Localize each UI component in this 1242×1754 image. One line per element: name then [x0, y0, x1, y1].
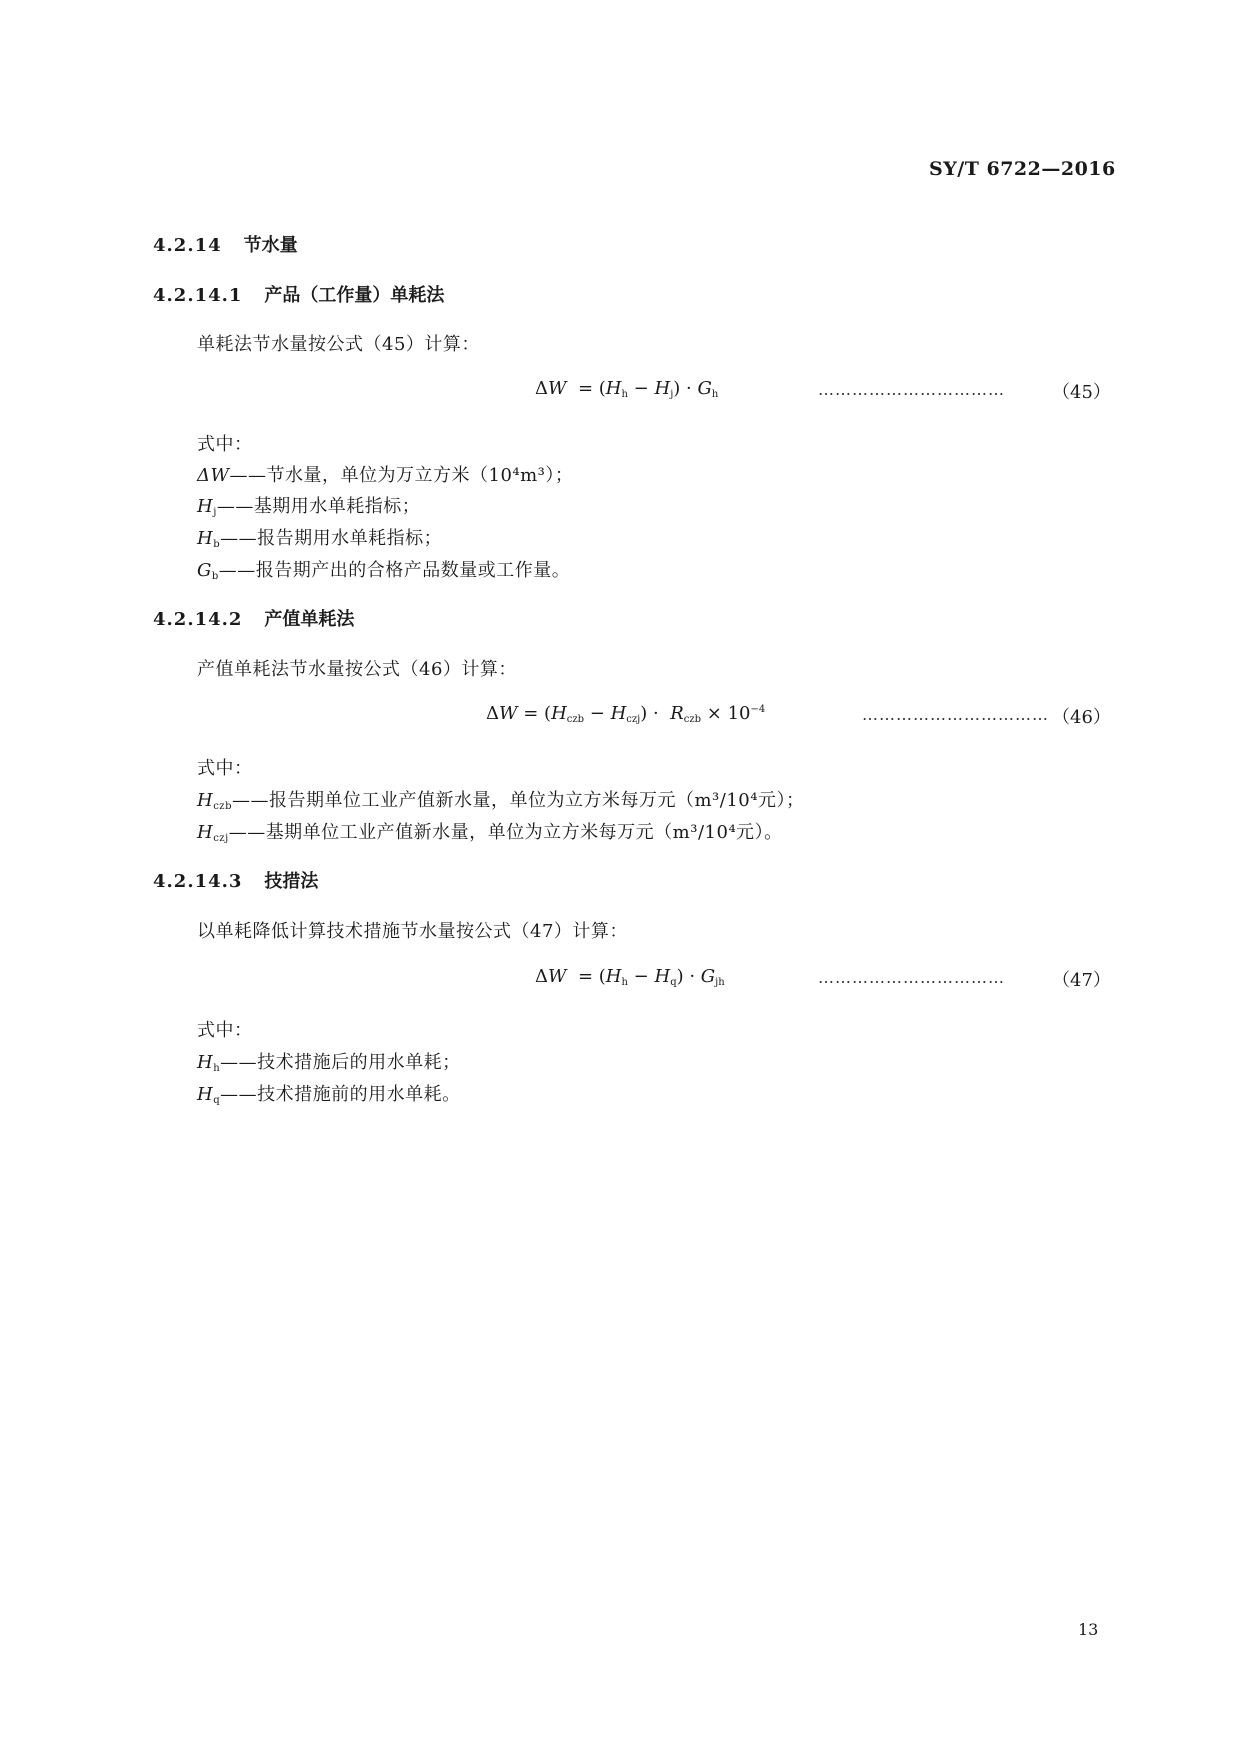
- equation-number-45: （45）: [1052, 382, 1111, 403]
- subsection-heading-1: [153, 281, 444, 307]
- where-label: 式中：: [197, 1020, 253, 1041]
- subsection-title: 产品（工作量）单耗法: [264, 285, 445, 306]
- intro-paragraph-1: 单耗法节水量按公式（45）计算：: [197, 334, 480, 355]
- variable-definition: $G_b——$报告期产出的合格产品数量或工作量。: [197, 560, 571, 582]
- variable-definition: $H_{czj}——$基期单位工业产值新水量，单位为立方米每万元（m³/10⁴元）。: [197, 822, 783, 844]
- where-label: 式中：: [197, 434, 253, 455]
- leader-dots: ……………………………: [818, 968, 1005, 987]
- variable-definition: ΔW——节水量，单位为万立方米（10⁴m³）；: [197, 465, 574, 486]
- where-label: 式中：: [197, 758, 253, 779]
- section-number: 4.2.14: [153, 235, 222, 256]
- subsection-number: 4.2.14.3: [153, 871, 243, 892]
- equation-46: $\Delta W = (H_{czb} - H_{czj}) \cdot R_{czb} \times 10^{-4}$: [486, 703, 766, 725]
- variable-definition: $H_b——$报告期用水单耗指标；: [197, 528, 443, 550]
- equation-number-47: （47）: [1052, 970, 1111, 991]
- leader-dots: ……………………………: [818, 380, 1005, 399]
- subsection-heading-3: [153, 867, 318, 893]
- subsection-title: 产值单耗法: [264, 609, 355, 630]
- page-number: 13: [1078, 1620, 1099, 1639]
- subsection-number: 4.2.14.2: [153, 609, 243, 630]
- equation-number-46: （46）: [1052, 707, 1111, 728]
- subsection-heading-2: [153, 605, 354, 631]
- variable-definition: $H_j——$基期用水单耗指标；: [197, 496, 421, 518]
- variable-definition: $H_q——$技术措施前的用水单耗。: [197, 1084, 461, 1106]
- standard-code-header: SY/T 6722—2016: [929, 158, 1116, 180]
- subsection-number: 4.2.14.1: [153, 285, 243, 306]
- equation-47: $\Delta W = (H_h - H_q) \cdot G_{jh}$: [535, 966, 725, 988]
- intro-paragraph-3: 以单耗降低计算技术措施节水量按公式（47）计算：: [197, 921, 628, 942]
- leader-dots: ……………………………: [862, 705, 1049, 724]
- variable-definition: $H_h——$技术措施后的用水单耗；: [197, 1052, 461, 1074]
- section-heading: [153, 231, 298, 257]
- equation-45: $\Delta W = (H_h - H_j) \cdot G_h$: [535, 378, 719, 400]
- variable-definition: $H_{czb}——$报告期单位工业产值新水量，单位为立方米每万元（m³/10⁴元）；: [197, 790, 805, 812]
- subsection-title: 技措法: [264, 871, 319, 892]
- intro-paragraph-2: 产值单耗法节水量按公式（46）计算：: [197, 659, 517, 680]
- section-title: 节水量: [243, 235, 298, 256]
